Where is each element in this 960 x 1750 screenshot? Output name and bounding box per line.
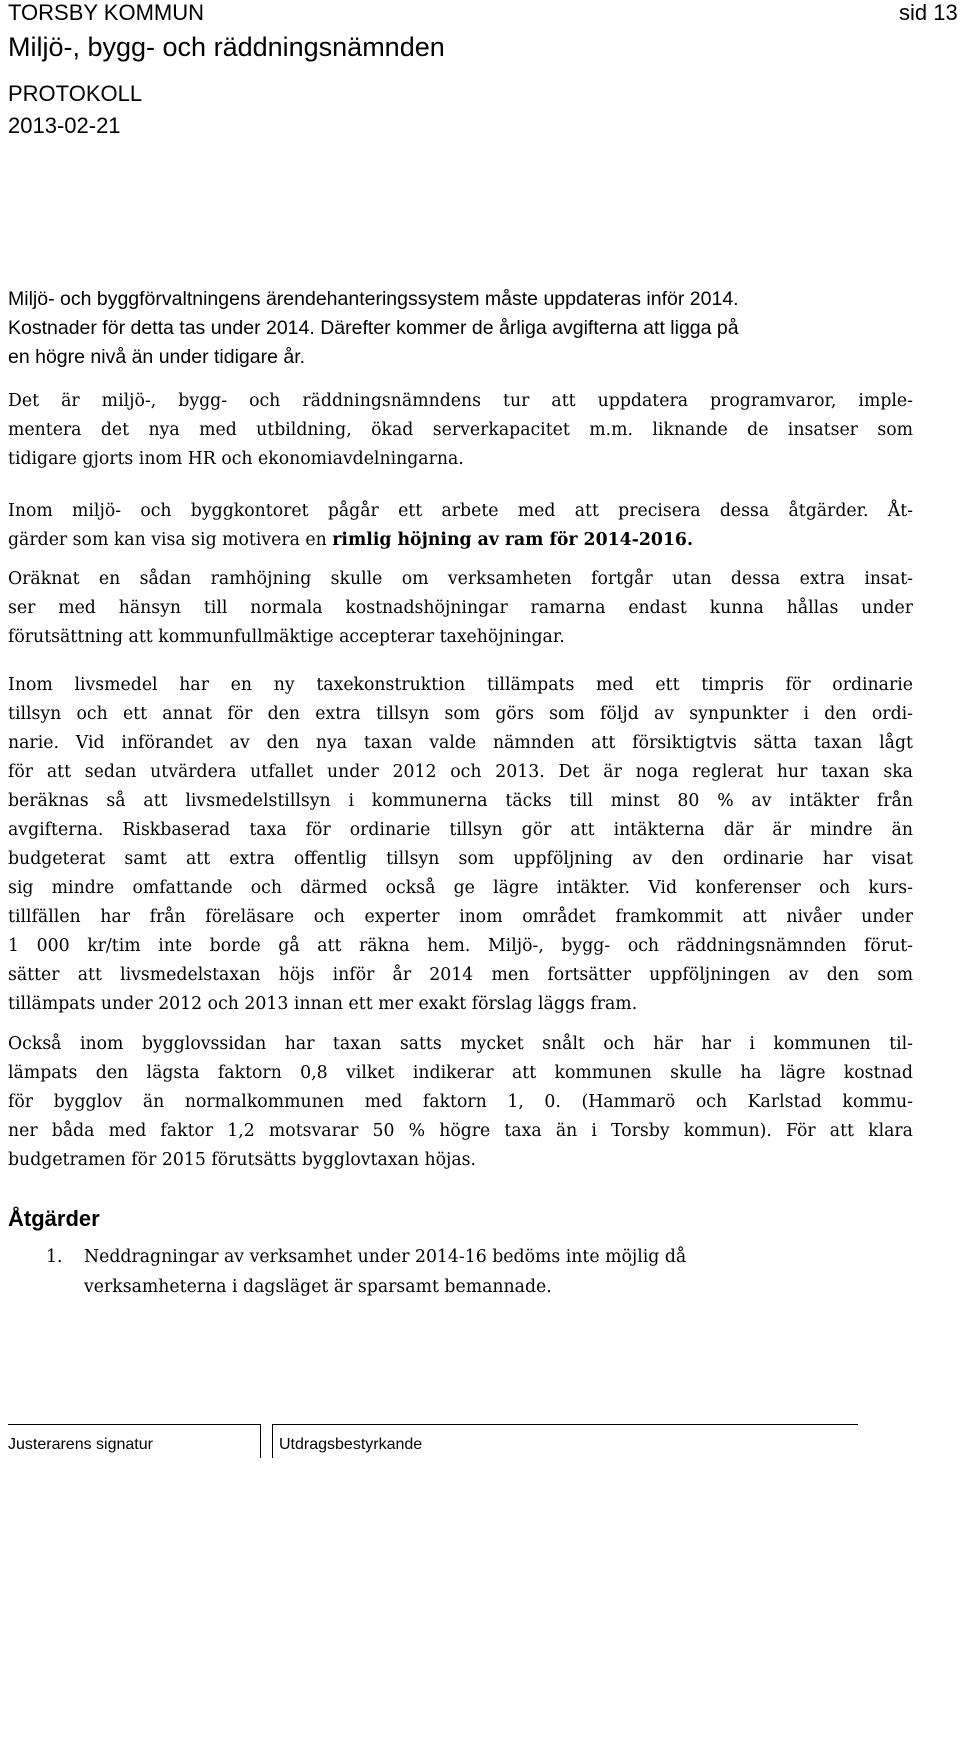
bold-period: . [686,530,693,550]
paragraph-line: beräknas så att livsmedelstillsyn i kommunerna täcks till minst 80 % av intäkter från [8,791,913,811]
paragraph-line: tillsyn och ett annat för den extra tillsyn som görs som följd av synpunkter i den ordi- [8,704,913,724]
paragraph-line: tillämpats under 2012 och 2013 innan ett mer exakt förslag läggs fram. [8,994,638,1014]
paragraph-line: Miljö- och byggförvaltningens ärendehanteringssystem måste uppdateras inför 2014. [8,288,739,310]
paragraph-line: ner båda med faktor 1,2 motsvarar 50 % högre taxa än i Torsby kommun). För att klara [8,1121,913,1141]
list-item-line: verksamheterna i dagsläget är sparsamt bemannade. [84,1277,552,1297]
paragraph-line: Kostnader för detta tas under 2014. Därefter kommer de årliga avgifterna att ligga på [8,317,739,339]
page-number: sid 13 [899,0,958,25]
paragraph-line: budgetramen för 2015 förutsätts bygglovtaxan höjas. [8,1150,476,1170]
paragraph-line: förutsättning att kommunfullmäktige accepterar taxehöjningar. [8,627,565,647]
paragraph-line: 1 000 kr/tim inte borde gå att räkna hem. Miljö-, bygg- och räddningsnämnden förut- [8,936,913,956]
footer-rule-right [272,1424,858,1425]
paragraph-frame-increase [8,565,913,652]
list-item-line: Neddragningar av verksamhet under 2014-16 bedöms inte möjlig då [84,1247,687,1267]
section-heading-actions: Åtgärder [8,1206,100,1231]
footer-rule-left [8,1424,260,1425]
line-text: gärder som kan visa sig motivera en [8,530,333,550]
signature-footer [0,1424,960,1464]
signature-label: Justerarens signatur [8,1436,153,1453]
paragraph-line: tillfällen har från föreläsare och experter inom området framkommit att nivåer under [8,907,913,927]
board-name: Miljö-, bygg- och räddningsnämnden [8,32,445,62]
footer-divider [272,1424,273,1458]
paragraph-line: sig mindre omfattande och därmed också ge lägre intäkter. Vid konferenser och kurs- [8,878,913,898]
paragraph-system-update [8,285,913,372]
list-item-number: 1. [46,1247,63,1267]
paragraph-board-turn [8,387,913,474]
paragraph-line: budgeterat samt att extra offentlig tillsyn som uppföljning av den ordinarie har visat [8,849,913,869]
paragraph-line: narie. Vid införandet av den nya taxan valde nämnden att försiktigtvis sätta taxan lågt [8,733,913,753]
paragraph-building-permit-tax [8,1030,913,1175]
list-item-text [84,1242,904,1302]
paragraph-line: för bygglov än normalkommunen med faktorn 1, 0. (Hammarö och Karlstad kommu- [8,1092,913,1112]
paragraph-line: sätter att livsmedelstaxan höjs inför år 2014 men fortsätter uppföljningen av den som [8,965,913,985]
paragraph-line: mentera det nya med utbildning, ökad serverkapacitet m.m. liknande de insatser som [8,420,913,440]
paragraph-line: Oräknat en sådan ramhöjning skulle om verksamheten fortgår utan dessa extra insat- [8,569,913,589]
paragraph-line: Inom miljö- och byggkontoret pågår ett arbete med att precisera dessa åtgärder. Åt- [8,501,913,521]
extract-certification-label: Utdragsbestyrkande [279,1436,423,1453]
paragraph-line: Det är miljö-, bygg- och räddningsnämndens tur att uppdatera programvaror, imple- [8,391,913,411]
municipality-name: TORSBY KOMMUN [8,0,204,25]
footer-divider [260,1424,261,1458]
paragraph-line: en högre nivå än under tidigare år. [8,346,306,368]
paragraph-line: för att sedan utvärdera utfallet under 2012 och 2013. Det är noga reglerat hur taxan ska [8,762,913,782]
paragraph-line: Inom livsmedel har en ny taxekonstruktion tillämpats med ett timpris för ordinarie [8,675,913,695]
paragraph-precise-actions [8,497,913,555]
paragraph-line: tidigare gjorts inom HR och ekonomiavdelningarna. [8,449,464,469]
document-type: PROTOKOLL [8,81,143,106]
paragraph-food-tax [8,671,913,1019]
paragraph-line: Också inom bygglovssidan har taxan satts mycket snålt och här har i kommunen til- [8,1034,913,1054]
paragraph-line: lämpats den lägsta faktorn 0,8 vilket indikerar att kommunen skulle ha lägre kostnad [8,1063,913,1083]
meeting-date: 2013-02-21 [8,113,121,138]
paragraph-line: avgifterna. Riskbaserad taxa för ordinarie tillsyn gör att intäkterna där är mindre än [8,820,913,840]
bold-emphasis: rimlig höjning av ram för 2014-2016 [332,530,687,550]
paragraph-line: ser med hänsyn till normala kostnadshöjningar ramarna endast kunna hållas under [8,598,913,618]
paragraph-line [8,526,913,555]
